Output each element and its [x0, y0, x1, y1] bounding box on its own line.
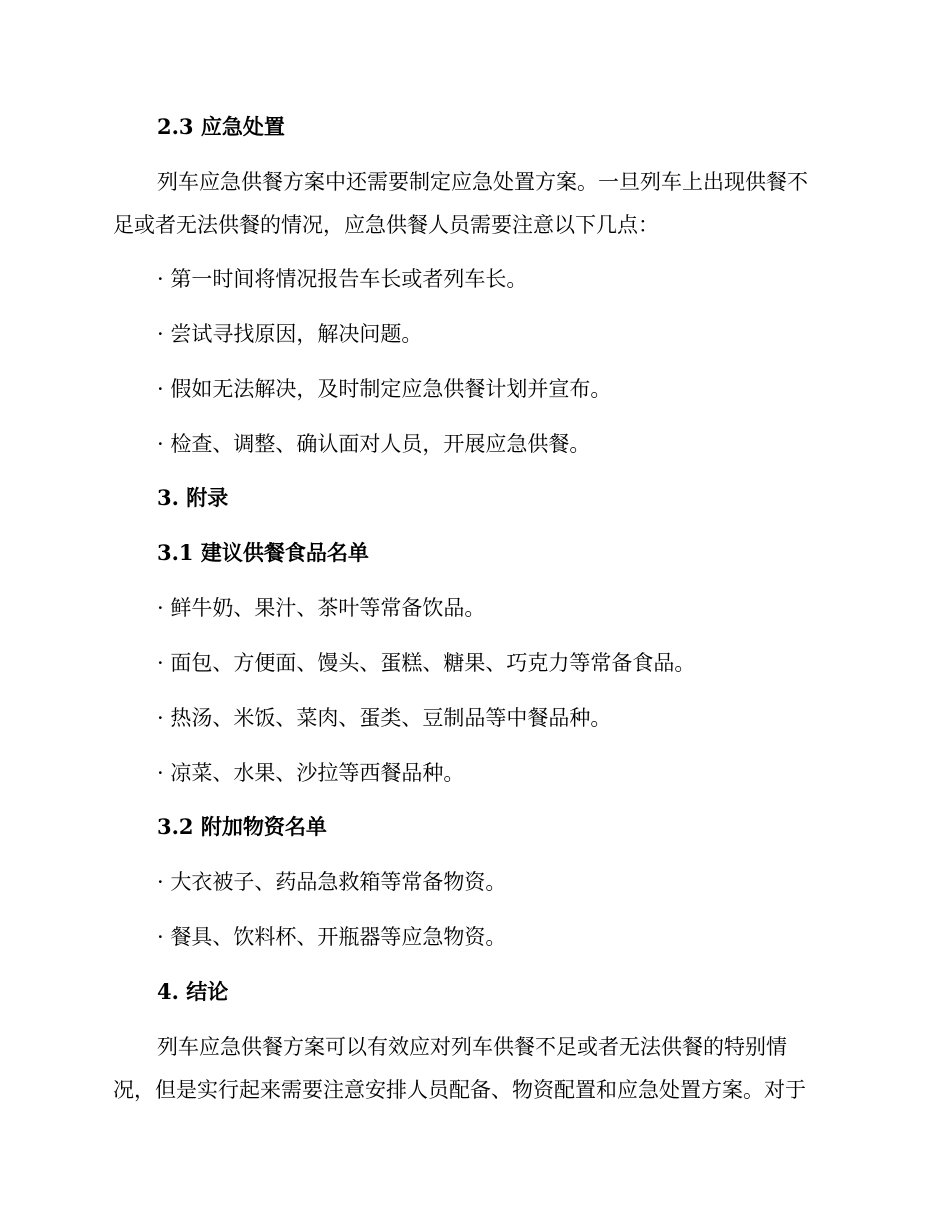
bullet-item: · 餐具、饮料杯、开瓶器等应急物资。	[157, 925, 507, 949]
section-heading-3: 3. 附录	[157, 485, 229, 510]
bullet-item: · 大衣被子、药品急救箱等常备物资。	[157, 870, 507, 894]
bullet-item: · 尝试寻找原因，解决问题。	[157, 322, 423, 346]
section-heading-3-1: 3.1 建议供餐食品名单	[157, 540, 369, 565]
paragraph-line: 列车应急供餐方案可以有效应对列车供餐不足或者无法供餐的特别情	[157, 1035, 787, 1059]
section-heading-3-2: 3.2 附加物资名单	[157, 814, 327, 839]
section-heading-2-3: 2.3 应急处置	[157, 114, 285, 139]
paragraph-line: 况，但是实行起来需要注意安排人员配备、物资配置和应急处置方案。对于	[113, 1078, 806, 1102]
bullet-item: · 第一时间将情况报告车长或者列车长。	[157, 267, 528, 291]
bullet-item: · 凉菜、水果、沙拉等西餐品种。	[157, 761, 465, 785]
bullet-item: · 假如无法解决，及时制定应急供餐计划并宣布。	[157, 377, 612, 401]
section-heading-4: 4. 结论	[157, 979, 229, 1004]
bullet-item: · 鲜牛奶、果汁、茶叶等常备饮品。	[157, 596, 486, 620]
bullet-item: · 检查、调整、确认面对人员，开展应急供餐。	[157, 432, 591, 456]
bullet-item: · 面包、方便面、馒头、蛋糕、糖果、巧克力等常备食品。	[157, 651, 696, 675]
paragraph-line: 足或者无法供餐的情况，应急供餐人员需要注意以下几点：	[113, 213, 659, 237]
paragraph-line: 列车应急供餐方案中还需要制定应急处置方案。一旦列车上出现供餐不	[157, 170, 808, 194]
bullet-item: · 热汤、米饭、菜肉、蛋类、豆制品等中餐品种。	[157, 706, 612, 730]
